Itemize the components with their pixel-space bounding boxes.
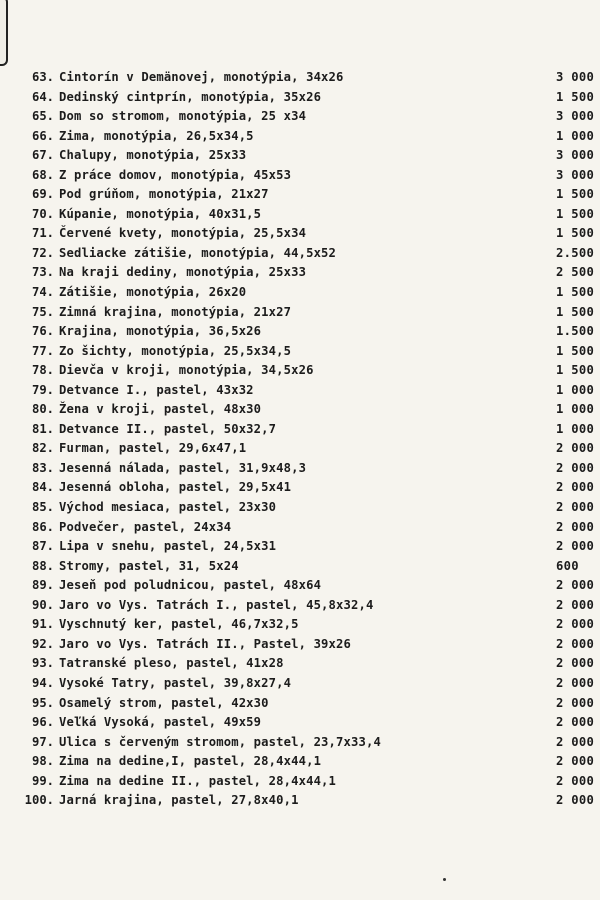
entry-price: 2 000 — [556, 480, 595, 495]
catalog-entry — [0, 205, 600, 225]
entry-price: 1 500 — [556, 304, 595, 319]
entry-number: 95. — [31, 695, 54, 710]
entry-number: 93. — [31, 656, 54, 671]
entry-title: Dievča v kroji, monotýpia, 34,5x26 — [59, 363, 314, 378]
entry-number: 89. — [31, 578, 54, 593]
entry-title: Zima, monotýpia, 26,5x34,5 — [59, 128, 254, 143]
catalog-entry — [0, 654, 600, 674]
catalog-entry — [0, 88, 600, 108]
entry-number: 83. — [31, 460, 54, 475]
entry-number: 91. — [31, 617, 54, 632]
entry-number: 82. — [31, 441, 54, 456]
entry-title: Stromy, pastel, 31, 5x24 — [59, 558, 239, 573]
catalog-entry — [0, 537, 600, 557]
entry-title: Východ mesiaca, pastel, 23x30 — [59, 500, 277, 515]
binder-clip-mark — [0, 0, 8, 66]
catalog-entry — [0, 283, 600, 303]
entry-title: Tatranské pleso, pastel, 41x28 — [59, 656, 284, 671]
entry-title: Vysoké Tatry, pastel, 39,8x27,4 — [59, 675, 292, 690]
entry-number: 99. — [31, 773, 54, 788]
entry-number: 88. — [31, 558, 54, 573]
catalog-entry — [0, 752, 600, 772]
entry-number: 71. — [31, 226, 54, 241]
catalog-entry — [0, 791, 600, 811]
entry-number: 66. — [31, 128, 54, 143]
entry-price: 3 000 — [556, 167, 595, 182]
entry-title: Zima na dedine II., pastel, 28,4x44,1 — [59, 773, 337, 788]
catalog-entry — [0, 557, 600, 577]
entry-price: 2 000 — [556, 519, 595, 534]
catalog-entry — [0, 263, 600, 283]
entry-number: 67. — [31, 148, 54, 163]
entry-title: Jeseň pod poludnicou, pastel, 48x64 — [59, 578, 322, 593]
catalog-entry — [0, 303, 600, 323]
entry-title: Cintorín v Demänovej, monotýpia, 34x26 — [59, 70, 344, 84]
entry-price: 2 000 — [556, 617, 595, 632]
entry-number: 92. — [31, 636, 54, 651]
entry-title: Osamelý strom, pastel, 42x30 — [59, 695, 269, 710]
entry-price: 2.500 — [556, 245, 595, 260]
catalog-entry — [0, 733, 600, 753]
entry-title: Jesenná nálada, pastel, 31,9x48,3 — [59, 460, 307, 475]
entry-price: 2 000 — [556, 675, 595, 690]
entry-price: 2 000 — [556, 539, 595, 554]
entry-price: 1 000 — [556, 421, 595, 436]
entry-price: 1 500 — [556, 187, 595, 202]
catalog-entry — [0, 146, 600, 166]
catalog-entry — [0, 68, 600, 88]
entry-title: Sedliacke zátišie, monotýpia, 44,5x52 — [59, 245, 337, 260]
entry-title: Na kraji dediny, monotýpia, 25x33 — [59, 265, 307, 280]
entry-number: 80. — [31, 402, 54, 417]
entry-title: Z práce domov, monotýpia, 45x53 — [59, 167, 292, 182]
entry-title: Červené kvety, monotýpia, 25,5x34 — [59, 226, 307, 241]
entry-number: 64. — [31, 89, 54, 104]
entry-number: 65. — [31, 109, 54, 124]
catalog-entry — [0, 185, 600, 205]
entry-number: 87. — [31, 539, 54, 554]
entry-number: 74. — [31, 285, 54, 300]
entry-title: Lipa v snehu, pastel, 24,5x31 — [59, 539, 277, 554]
entry-title: Kúpanie, monotýpia, 40x31,5 — [59, 206, 262, 221]
entry-title: Dom so stromom, monotýpia, 25 x34 — [59, 109, 307, 124]
catalog-entry — [0, 244, 600, 264]
catalog-entry — [0, 322, 600, 342]
entry-title: Zimná krajina, monotýpia, 21x27 — [59, 304, 292, 319]
entry-number: 94. — [31, 675, 54, 690]
entry-title: Jaro vo Vys. Tatrách I., pastel, 45,8x32,4 — [59, 597, 374, 612]
entry-price: 1 500 — [556, 89, 595, 104]
entry-number: 69. — [31, 187, 54, 202]
entry-price: 2 000 — [556, 754, 595, 769]
entry-price: 2 000 — [556, 636, 595, 651]
entry-price: 1 500 — [556, 285, 595, 300]
entry-number: 72. — [31, 245, 54, 260]
entry-price: 1 000 — [556, 382, 595, 397]
catalog-entry — [0, 224, 600, 244]
entry-title: Furman, pastel, 29,6x47,1 — [59, 441, 247, 456]
catalog-entry — [0, 127, 600, 147]
catalog-entry — [0, 713, 600, 733]
entry-price: 3 000 — [556, 109, 595, 124]
entry-price: 1 500 — [556, 363, 595, 378]
entry-number: 76. — [31, 324, 54, 339]
entry-title: Chalupy, monotýpia, 25x33 — [59, 148, 247, 163]
entry-title: Jarná krajina, pastel, 27,8x40,1 — [59, 793, 299, 808]
entry-title: Zo šichty, monotýpia, 25,5x34,5 — [59, 343, 292, 358]
entry-title: Jaro vo Vys. Tatrách II., Pastel, 39x26 — [59, 636, 352, 651]
entry-title: Žena v kroji, pastel, 48x30 — [59, 402, 262, 417]
entry-price: 2 000 — [556, 695, 595, 710]
catalog-entry — [0, 772, 600, 792]
entry-price: 2 000 — [556, 773, 595, 788]
entry-number: 75. — [31, 304, 54, 319]
entry-number: 70. — [31, 206, 54, 221]
catalog-entry — [0, 439, 600, 459]
catalog-entry — [0, 342, 600, 362]
catalog-entry — [0, 694, 600, 714]
entry-price: 1 000 — [556, 402, 595, 417]
catalog-entry — [0, 381, 600, 401]
entry-number: 100. — [24, 793, 54, 808]
entry-title: Dedinský cintprín, monotýpia, 35x26 — [59, 89, 322, 104]
entry-title: Ulica s červeným stromom, pastel, 23,7x33,4 — [59, 734, 381, 749]
catalog-entry — [0, 635, 600, 655]
entry-number: 63. — [31, 70, 54, 84]
catalog-entry — [0, 576, 600, 596]
entry-price: 1 500 — [556, 226, 595, 241]
entry-title: Podvečer, pastel, 24x34 — [59, 519, 232, 534]
entry-title: Pod grúňom, monotýpia, 21x27 — [59, 187, 269, 202]
catalog-entry — [0, 420, 600, 440]
entry-title: Detvance I., pastel, 43x32 — [59, 382, 254, 397]
catalog-entry — [0, 400, 600, 420]
catalog-entry — [0, 361, 600, 381]
entry-price: 2 000 — [556, 441, 595, 456]
entry-price: 2 000 — [556, 578, 595, 593]
catalog-entry — [0, 107, 600, 127]
entry-price: 2 000 — [556, 656, 595, 671]
entry-number: 96. — [31, 715, 54, 730]
catalog-entry — [0, 518, 600, 538]
entry-price: 1 500 — [556, 206, 595, 221]
entry-number: 84. — [31, 480, 54, 495]
entry-title: Detvance II., pastel, 50x32,7 — [59, 421, 277, 436]
catalog-entry — [0, 615, 600, 635]
entry-price: 2 000 — [556, 460, 595, 475]
entry-number: 68. — [31, 167, 54, 182]
entry-price: 2 500 — [556, 265, 595, 280]
entry-price: 3 000 — [556, 148, 595, 163]
entry-price: 1.500 — [556, 324, 595, 339]
entry-number: 73. — [31, 265, 54, 280]
entry-number: 79. — [31, 382, 54, 397]
entry-number: 97. — [31, 734, 54, 749]
catalog-entry — [0, 674, 600, 694]
entry-price: 1 000 — [556, 128, 595, 143]
entry-number: 78. — [31, 363, 54, 378]
entry-price: 600 — [556, 558, 579, 573]
entry-price: 2 000 — [556, 793, 595, 808]
entry-number: 86. — [31, 519, 54, 534]
entry-number: 77. — [31, 343, 54, 358]
entry-number: 81. — [31, 421, 54, 436]
entry-title: Jesenná obloha, pastel, 29,5x41 — [59, 480, 292, 495]
entry-number: 85. — [31, 500, 54, 515]
entry-title: Krajina, monotýpia, 36,5x26 — [59, 324, 262, 339]
catalog-list — [0, 68, 600, 811]
paper-speck — [443, 878, 446, 881]
catalog-entry — [0, 459, 600, 479]
entry-number: 90. — [31, 597, 54, 612]
entry-title: Vyschnutý ker, pastel, 46,7x32,5 — [59, 617, 299, 632]
catalog-entry — [0, 478, 600, 498]
entry-number: 98. — [31, 754, 54, 769]
entry-price: 1 500 — [556, 343, 595, 358]
entry-price: 2 000 — [556, 597, 595, 612]
entry-price: 2 000 — [556, 500, 595, 515]
entry-title: Zima na dedine,I, pastel, 28,4x44,1 — [59, 754, 322, 769]
entry-price: 2 000 — [556, 715, 595, 730]
entry-price: 3 000 — [556, 70, 595, 84]
entry-title: Veľká Vysoká, pastel, 49x59 — [59, 715, 262, 730]
entry-price: 2 000 — [556, 734, 595, 749]
catalog-entry — [0, 166, 600, 186]
catalog-entry — [0, 498, 600, 518]
entry-title: Zátišie, monotýpia, 26x20 — [59, 285, 247, 300]
catalog-entry — [0, 596, 600, 616]
